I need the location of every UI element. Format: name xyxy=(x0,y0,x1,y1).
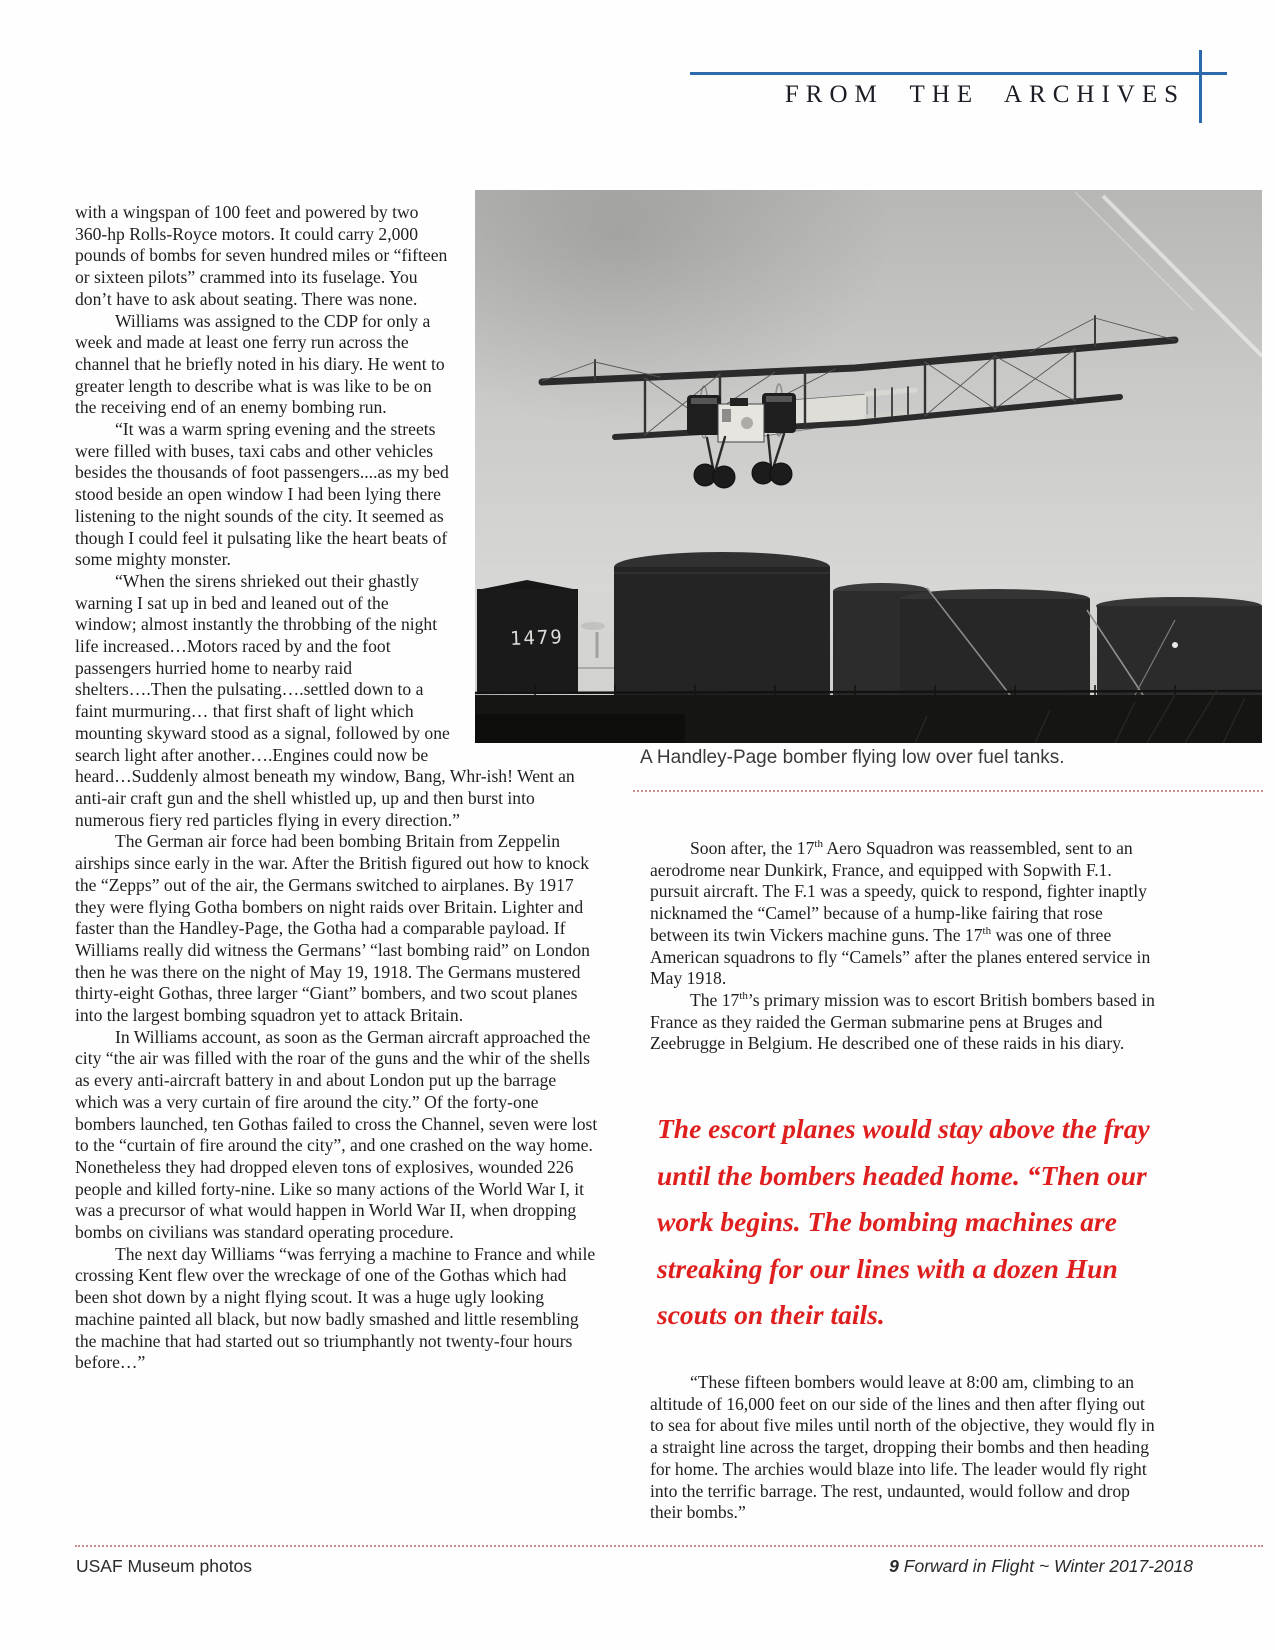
body-paragraph: The 17th’s primary mission was to escort British bombers based in France as they raided the German submarine pens at Bruges and Zeebrugge in Belgium. He described one of these raids in his diary. xyxy=(650,989,1155,1054)
footer-divider-rule xyxy=(75,1545,1263,1547)
pull-quote-line: work begins. The bombing machines are xyxy=(657,1206,1117,1237)
page-number: 9 xyxy=(889,1556,899,1576)
journal-title: Forward in Flight ~ Winter 2017-2018 xyxy=(898,1556,1193,1576)
photo-negative-number: 1479 xyxy=(509,626,565,650)
body-paragraph: The next day Williams “was ferrying a machine to France and while crossing Kent flew over the wreckage of one of the Gothas which had been shot down by a night flying scout. It was a huge ugly looking machine painted all black, but now badly smashed and little resembling the machine that had started out so triumphantly not twenty-four hours before…” xyxy=(75,1243,596,1373)
header-horizontal-rule xyxy=(690,72,1227,75)
body-paragraph: “It was a warm spring evening and the streets were filled with buses, taxi cabs and other vehicles besides the thousands of foot passengers....as my bed stood beside an open window I had been lying there listening to the night sounds of the city. It seemed as though I could feel it pulsating like the heart beats of some mighty monster. xyxy=(75,419,449,570)
header-vertical-rule xyxy=(1199,50,1202,123)
body-paragraph: “When the sirens shrieked out their ghastly warning I sat up in bed and leaned out of the window; almost instantly the throbbing of the night life increased…Motors raced by and the foot passengers hurried home to nearby raid shelters….Then the pulsating….settled down to a faint murmuring… that first shaft of light which mounting skyward stood as a signal, followed by one search light after another….Engines could now be heard…Suddenly almost beneath my window, Bang, Whr-ish! Went an anti-air craft gun and the shell whistled up, up and then burst into numerous fiery red particles flying in every direction.” xyxy=(75,570,575,830)
pull-quote-line: streaking for our lines with a dozen Hun xyxy=(657,1252,1118,1284)
pull-quote xyxy=(657,1106,1162,1339)
body-paragraph: Williams was assigned to the CDP for only a week and made at least one ferry run across the channel that he briefly noted in his diary. He went to greater length to describe what is was like to be on the receiving end of an enemy bombing run. xyxy=(75,310,445,418)
body-paragraph: In Williams account, as soon as the German aircraft approached the city “the air was filled with the roar of the guns and the whir of the shells as every anti-aircraft battery in and about London put up the barrage which was a very curtain of fire around the city.” Of the forty-one bombers launched, ten Gothas failed to cross the Channel, seven were lost to the “curtain of fire around the city”, and one crashed on the way home. Nonetheless they had dropped eleven tons of explosives, wounded 226 people and killed forty-nine. Like so many actions of the World War I, it was a precursor of what would happen in World War II, when dropping bombs on civilians was standard operating procedure. xyxy=(75,1026,598,1243)
section-title: FROM THE ARCHIVES xyxy=(784,81,1185,108)
body-paragraph: Soon after, the 17th Aero Squadron was reassembled, sent to an aerodrome near Dunkirk, France, and equipped with Sopwith F.1. pursuit aircraft. The F.1 was a speedy, quick to respond, fighter inaptly nicknamed the “Camel” because of a hump-like fairing that rose between its twin Vickers machine guns. The 17th was one of three American squadrons to fly “Camels” after the planes entered service in May 1918. xyxy=(650,838,1151,989)
pull-quote-line: The escort planes would stay above the fray xyxy=(657,1113,1150,1144)
right-column-bottom xyxy=(650,1372,1162,1524)
photo-credit: USAF Museum photos xyxy=(76,1556,253,1576)
pull-quote-line: until the bombers headed home. “Then our xyxy=(657,1159,1147,1191)
body-paragraph: “These fifteen bombers would leave at 8:00 am, climbing to an altitude of 16,000 feet on our side of the lines and then after flying out to sea for about five miles until north of the objective, they would fly in a straight line across the target, dropping their bombs and then heading for home. The archies would blaze into life. The leader would fly right into the terrific barrage. The rest, undaunted, would follow and drop their bombs.” xyxy=(650,1372,1155,1523)
photo-wrap-spacer xyxy=(453,202,599,747)
photo-caption: A Handley-Page bomber flying low over fuel tanks. xyxy=(640,747,1065,768)
caption-divider-rule xyxy=(633,790,1263,792)
left-column xyxy=(75,202,599,1374)
footer-journal-line xyxy=(650,1556,1193,1577)
pull-quote-line: scouts on their tails. xyxy=(657,1299,885,1330)
body-paragraph: The German air force had been bombing Britain from Zeppelin airships since early in the war. After the British figured out how to knock the “Zepps” out of the air, the Germans switched to airplanes. By 1917 they were flying Gotha bombers on night raids over Britain. Lighter and faster than the Handley-Page, the Gotha had a comparable payload. If Williams really did witness the Germans’ “last bombing raid” on London then he was there on the night of May 19, 1918. The Germans mustered thirty-eight Gothas, three larger “Giant” bombers, and two scout planes into the largest bombing squadron yet to attack Britain. xyxy=(75,831,590,1026)
body-paragraph: with a wingspan of 100 feet and powered by two 360-hp Rolls-Royce motors. It could carry 2,000 pounds of bombs for seven hundred miles or “fifteen or sixteen pilots” crammed into its fuselage. You don’t have to ask about seating. There was none. xyxy=(75,202,448,309)
right-column xyxy=(650,838,1162,1055)
